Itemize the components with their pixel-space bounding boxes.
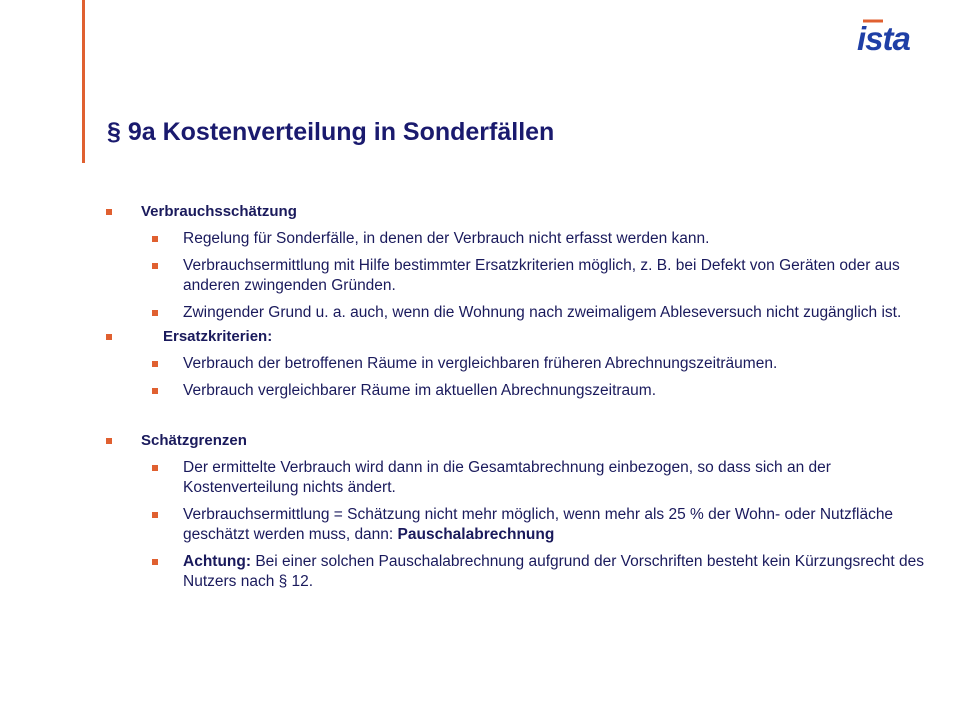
slide-content <box>103 202 933 592</box>
list-item-text: Verbrauch vergleichbarer Räume im aktuellen Abrechnungszeitraum. <box>183 382 656 399</box>
bullet-icon <box>152 310 158 316</box>
bullet-icon <box>152 236 158 242</box>
list-item-text: Zwingender Grund u. a. auch, wenn die Wohnung nach zweimaligem Ableseversuch nicht zugänglich ist. <box>183 304 902 321</box>
bullet-icon <box>106 438 112 444</box>
section-heading <box>103 431 933 451</box>
list-item <box>103 229 933 249</box>
section-heading <box>103 327 933 347</box>
list-item-text: Verbrauchsermittlung mit Hilfe bestimmter Ersatzkriterien möglich, z. B. bei Defekt von Geräten oder aus anderen zwingenden Gründen. <box>183 257 900 294</box>
list-item <box>103 381 933 401</box>
bullet-icon <box>106 334 112 340</box>
list-item-text: Der ermittelte Verbrauch wird dann in die Gesamtabrechnung einbezogen, so dass sich an der Kostenverteilung nichts ändert. <box>183 459 831 496</box>
accent-bar <box>82 0 85 163</box>
section-heading <box>103 202 933 222</box>
logo-text: ista <box>857 20 910 54</box>
list-item-emphasis: Pauschalabrechnung <box>397 526 555 543</box>
list-item <box>103 354 933 374</box>
list-item <box>103 552 933 592</box>
list-item <box>103 505 933 545</box>
list-item <box>103 458 933 498</box>
ista-logo <box>855 18 941 54</box>
bullet-icon <box>152 388 158 394</box>
list-item-text: Bei einer solchen Pauschalabrechnung aufgrund der Vorschriften besteht kein Kürzungsrecht des Nutzers nach § 12. <box>183 553 924 590</box>
list-item-emphasis: Achtung: <box>183 553 252 570</box>
list-item-text: Verbrauch der betroffenen Räume in vergleichbaren früheren Abrechnungszeiträumen. <box>183 355 778 372</box>
bullet-icon <box>152 512 158 518</box>
bullet-icon <box>152 465 158 471</box>
list-item <box>103 256 933 296</box>
list-item <box>103 303 933 323</box>
section-heading-text: Verbrauchsschätzung <box>141 203 297 220</box>
list-item-text: Regelung für Sonderfälle, in denen der Verbrauch nicht erfasst werden kann. <box>183 230 710 247</box>
bullet-icon <box>106 209 112 215</box>
list-item-text: Verbrauchsermittlung = Schätzung nicht mehr möglich, wenn mehr als 25 % der Wohn- oder Nutzfläche geschätzt werden muss, dann: <box>183 506 894 543</box>
slide-title: § 9a Kostenverteilung in Sonderfällen <box>107 118 555 146</box>
section-heading-text: Schätzgrenzen <box>141 432 247 449</box>
section-heading-text: Ersatzkriterien: <box>163 328 273 345</box>
bullet-icon <box>152 263 158 269</box>
bullet-icon <box>152 361 158 367</box>
bullet-icon <box>152 559 158 565</box>
